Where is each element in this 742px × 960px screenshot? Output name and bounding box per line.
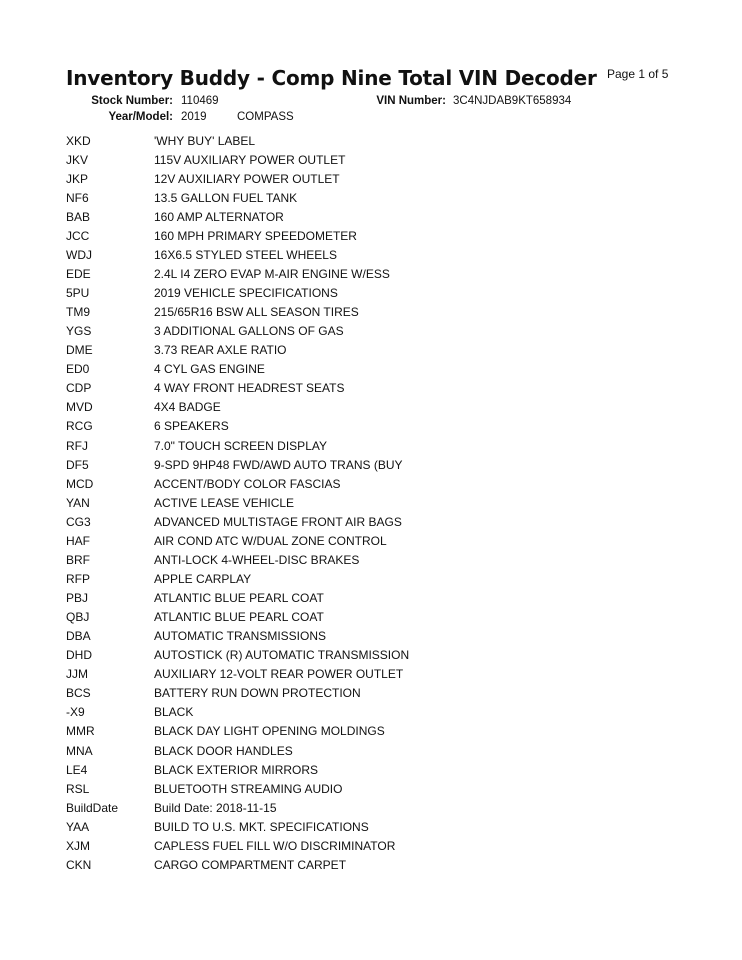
option-description: AIR COND ATC W/DUAL ZONE CONTROL [154, 533, 387, 548]
option-code-row [66, 665, 666, 684]
option-code: DBA [66, 629, 91, 644]
option-description: AUXILIARY 12-VOLT REAR POWER OUTLET [154, 667, 404, 682]
option-code: -X9 [66, 705, 85, 720]
option-code: RCG [66, 419, 93, 434]
option-description: 160 AMP ALTERNATOR [154, 209, 284, 224]
option-description: 4 WAY FRONT HEADREST SEATS [154, 381, 345, 396]
option-description: 16X6.5 STYLED STEEL WHEELS [154, 247, 337, 262]
option-code-row [66, 855, 666, 874]
option-code: MMR [66, 724, 95, 739]
option-description: APPLE CARPLAY [154, 571, 252, 586]
option-description: 7.0" TOUCH SCREEN DISPLAY [154, 438, 327, 453]
option-code: ED0 [66, 362, 90, 377]
option-code-row [66, 169, 666, 188]
option-code: CKN [66, 857, 92, 872]
option-code-row [66, 245, 666, 264]
option-code: MNA [66, 743, 93, 758]
option-code-row [66, 341, 666, 360]
option-code-row [66, 150, 666, 169]
vin-number-value: 3C4NJDAB9KT658934 [453, 95, 572, 107]
option-description: CAPLESS FUEL FILL W/O DISCRIMINATOR [154, 838, 396, 853]
option-description: ADVANCED MULTISTAGE FRONT AIR BAGS [154, 514, 402, 529]
option-description: 9-SPD 9HP48 FWD/AWD AUTO TRANS (BUY [154, 457, 403, 472]
option-code-row [66, 512, 666, 531]
option-code: LE4 [66, 762, 88, 777]
option-code: 5PU [66, 286, 90, 301]
option-code-row [66, 455, 666, 474]
option-code: DHD [66, 648, 92, 663]
option-code: JJM [66, 667, 88, 682]
option-description: 3.73 REAR AXLE RATIO [154, 343, 287, 358]
option-code-row [66, 303, 666, 322]
option-code-row [66, 379, 666, 398]
document-title: Inventory Buddy - Comp Nine Total VIN Decoder [66, 66, 597, 90]
option-description: ACTIVE LEASE VEHICLE [154, 495, 295, 510]
option-description: AUTOSTICK (R) AUTOMATIC TRANSMISSION [154, 648, 410, 663]
option-code-row [66, 741, 666, 760]
option-code-row [66, 493, 666, 512]
option-code-row [66, 284, 666, 303]
option-description: 12V AUXILIARY POWER OUTLET [154, 171, 340, 186]
option-code-row [66, 226, 666, 245]
option-description: BLACK EXTERIOR MIRRORS [154, 762, 319, 777]
option-code-row [66, 322, 666, 341]
page-number: Page 1 of 5 [607, 67, 669, 81]
option-code: BRF [66, 552, 90, 567]
option-description: 2.4L I4 ZERO EVAP M-AIR ENGINE W/ESS [154, 266, 390, 281]
option-code: RSL [66, 781, 90, 796]
option-code: BuildDate [66, 800, 119, 815]
option-description: Build Date: 2018-11-15 [154, 800, 277, 815]
option-description: 115V AUXILIARY POWER OUTLET [154, 152, 346, 167]
option-code: XKD [66, 133, 91, 148]
option-code: JCC [66, 228, 90, 243]
option-code: XJM [66, 838, 90, 853]
option-code: TM9 [66, 305, 90, 320]
option-code-row [66, 760, 666, 779]
option-code: EDE [66, 266, 91, 281]
option-code: WDJ [66, 247, 92, 262]
option-description: 160 MPH PRIMARY SPEEDOMETER [154, 228, 357, 243]
option-code-row [66, 417, 666, 436]
option-code: QBJ [66, 610, 90, 625]
option-code-row [66, 398, 666, 417]
option-code-row [66, 589, 666, 608]
option-code-row [66, 722, 666, 741]
option-code: BCS [66, 686, 91, 701]
option-description: 3 ADDITIONAL GALLONS OF GAS [154, 324, 344, 339]
option-code-row [66, 646, 666, 665]
option-description: 'WHY BUY' LABEL [154, 133, 256, 148]
option-code: YAN [66, 495, 90, 510]
option-code: MCD [66, 476, 94, 491]
option-code-row [66, 188, 666, 207]
option-description: 2019 VEHICLE SPECIFICATIONS [154, 286, 338, 301]
option-code: BAB [66, 209, 91, 224]
option-code: CDP [66, 381, 92, 396]
option-code-row [66, 779, 666, 798]
option-code-row [66, 608, 666, 627]
option-code: JKP [66, 171, 89, 186]
option-code-row [66, 360, 666, 379]
option-code-row [66, 684, 666, 703]
option-code-row [66, 264, 666, 283]
option-code: PBJ [66, 591, 89, 606]
option-code: YAA [66, 819, 90, 834]
option-code: HAF [66, 533, 90, 548]
option-description: 4 CYL GAS ENGINE [154, 362, 265, 377]
option-code: DME [66, 343, 93, 358]
option-description: BUILD TO U.S. MKT. SPECIFICATIONS [154, 819, 369, 834]
option-description: ANTI-LOCK 4-WHEEL-DISC BRAKES [154, 552, 360, 567]
option-code-row [66, 550, 666, 569]
vin-number-label: VIN Number: [376, 95, 446, 107]
option-code-row [66, 207, 666, 226]
year-value: 2019 [181, 111, 207, 123]
option-description: ATLANTIC BLUE PEARL COAT [154, 591, 324, 606]
option-code: MVD [66, 400, 93, 415]
option-code-row [66, 703, 666, 722]
option-description: BLACK DOOR HANDLES [154, 743, 293, 758]
option-code: NF6 [66, 190, 89, 205]
option-code: DF5 [66, 457, 89, 472]
model-value: COMPASS [237, 111, 294, 123]
option-description: AUTOMATIC TRANSMISSIONS [154, 629, 327, 644]
option-code: RFJ [66, 438, 88, 453]
option-description: 4X4 BADGE [154, 400, 221, 415]
option-code-row [66, 474, 666, 493]
option-description: BLUETOOTH STREAMING AUDIO [154, 781, 343, 796]
option-code-row [66, 436, 666, 455]
option-description: 215/65R16 BSW ALL SEASON TIRES [154, 305, 359, 320]
option-description: 6 SPEAKERS [154, 419, 229, 434]
option-description: BATTERY RUN DOWN PROTECTION [154, 686, 361, 701]
option-code: JKV [66, 152, 89, 167]
option-description: ATLANTIC BLUE PEARL COAT [154, 610, 324, 625]
option-code: RFP [66, 571, 90, 586]
option-description: ACCENT/BODY COLOR FASCIAS [154, 476, 341, 491]
option-code-row [66, 836, 666, 855]
option-code-row [66, 798, 666, 817]
option-code-row [66, 817, 666, 836]
option-description: CARGO COMPARTMENT CARPET [154, 857, 347, 872]
year-model-label: Year/Model: [108, 111, 173, 123]
option-code: YGS [66, 324, 92, 339]
option-code-list [66, 131, 666, 874]
option-description: BLACK DAY LIGHT OPENING MOLDINGS [154, 724, 385, 739]
option-code-row [66, 131, 666, 150]
stock-number-label: Stock Number: [91, 95, 173, 107]
option-code-row [66, 569, 666, 588]
option-code-row [66, 627, 666, 646]
option-description: 13.5 GALLON FUEL TANK [154, 190, 298, 205]
stock-number-value: 110469 [181, 95, 219, 107]
option-description: BLACK [154, 705, 194, 720]
option-code: CG3 [66, 514, 91, 529]
option-code-row [66, 531, 666, 550]
